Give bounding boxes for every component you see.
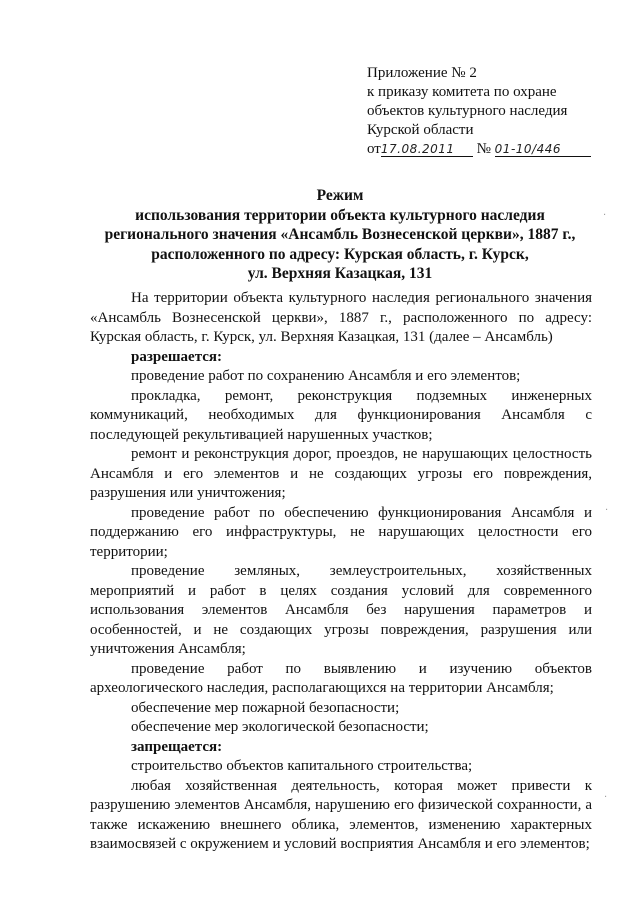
handwritten-number: 01-10/446 (494, 142, 561, 156)
title-line-5: ул. Верхняя Казацкая, 131 (247, 265, 433, 282)
number-prefix: № (476, 141, 491, 157)
document-title (90, 186, 590, 284)
scan-mark: · (603, 210, 607, 221)
appendix-header (367, 64, 607, 159)
scan-mark: · (605, 505, 609, 516)
allowed-item: ремонт и реконструкция дорог, проездов, не нарушающих целостность Ансамбля и его элементов и не создающих угрозы его повреждения, разрушения или уничтожения; (90, 446, 592, 501)
handwritten-date: 17.08.2011 (380, 142, 455, 156)
allowed-item: проведение земляных, землеустроительных, хозяйственных мероприятий и работ в целях создания условий для современного использования элементов Ансамбля без нарушения параметров и особенностей, и не создающих угрозы повреждения, разрушения или уничтожения Ансамбля; (90, 563, 592, 657)
allowed-item: обеспечение мер экологической безопасности; (131, 719, 429, 735)
forbidden-item: любая хозяйственная деятельность, которая может привести к разрушению элементов Ансамбля, нарушению его физической сохранности, а также искажению внешнего облика, элементов, изменению характерных взаимосвязей с окружением и условий восприятия Ансамбля и его элементов; (90, 777, 592, 852)
allowed-heading: разрешается: (131, 348, 223, 365)
forbidden-heading: запрещается: (131, 738, 223, 755)
allowed-item: обеспечение мер пожарной безопасности; (131, 699, 400, 716)
appendix-committee-line: объектов культурного наследия (367, 103, 568, 119)
appendix-order-line: к приказу комитета по охране (367, 84, 557, 100)
allowed-item: проведение работ по обеспечению функционирования Ансамбля и поддержанию его инфраструктуры, не нарушающих целостности его территории; (90, 504, 592, 560)
title-line-2: использования территории объекта культурного наследия (135, 206, 545, 224)
appendix-title: Приложение № 2 (367, 65, 477, 81)
appendix-date-number-line (367, 140, 607, 159)
date-prefix: от (367, 141, 381, 157)
number-field (495, 142, 591, 157)
allowed-item: прокладка, ремонт, реконструкция подземных инженерных коммуникаций, необходимых для функционирования Ансамбля с последующей рекультивацией нарушенных участков; (90, 387, 592, 443)
title-line-4: расположенного по адресу: Курская область, г. Курск, (151, 245, 529, 263)
title-regime: Режим (316, 187, 364, 204)
allowed-item: проведение работ по выявлению и изучению объектов археологического наследия, располагающихся на территории Ансамбля; (90, 660, 592, 696)
date-field (381, 142, 473, 157)
appendix-region-line: Курской области (367, 122, 474, 138)
document-body (90, 289, 592, 855)
allowed-item: проведение работ по сохранению Ансамбля и его элементов; (131, 368, 521, 384)
forbidden-item: строительство объектов капитального строительства; (131, 758, 473, 774)
title-line-3: регионального значения «Ансамбль Вознесенской церкви», 1887 г., (104, 226, 576, 243)
scan-mark: · (604, 792, 608, 803)
intro-paragraph: На территории объекта культурного наследия регионального значения «Ансамбль Вознесенской церкви», 1887 г., расположенного по адресу: Курская область, г. Курск, ул. Верхняя Казацкая, 131 (далее – Ансамбль) (90, 290, 592, 345)
